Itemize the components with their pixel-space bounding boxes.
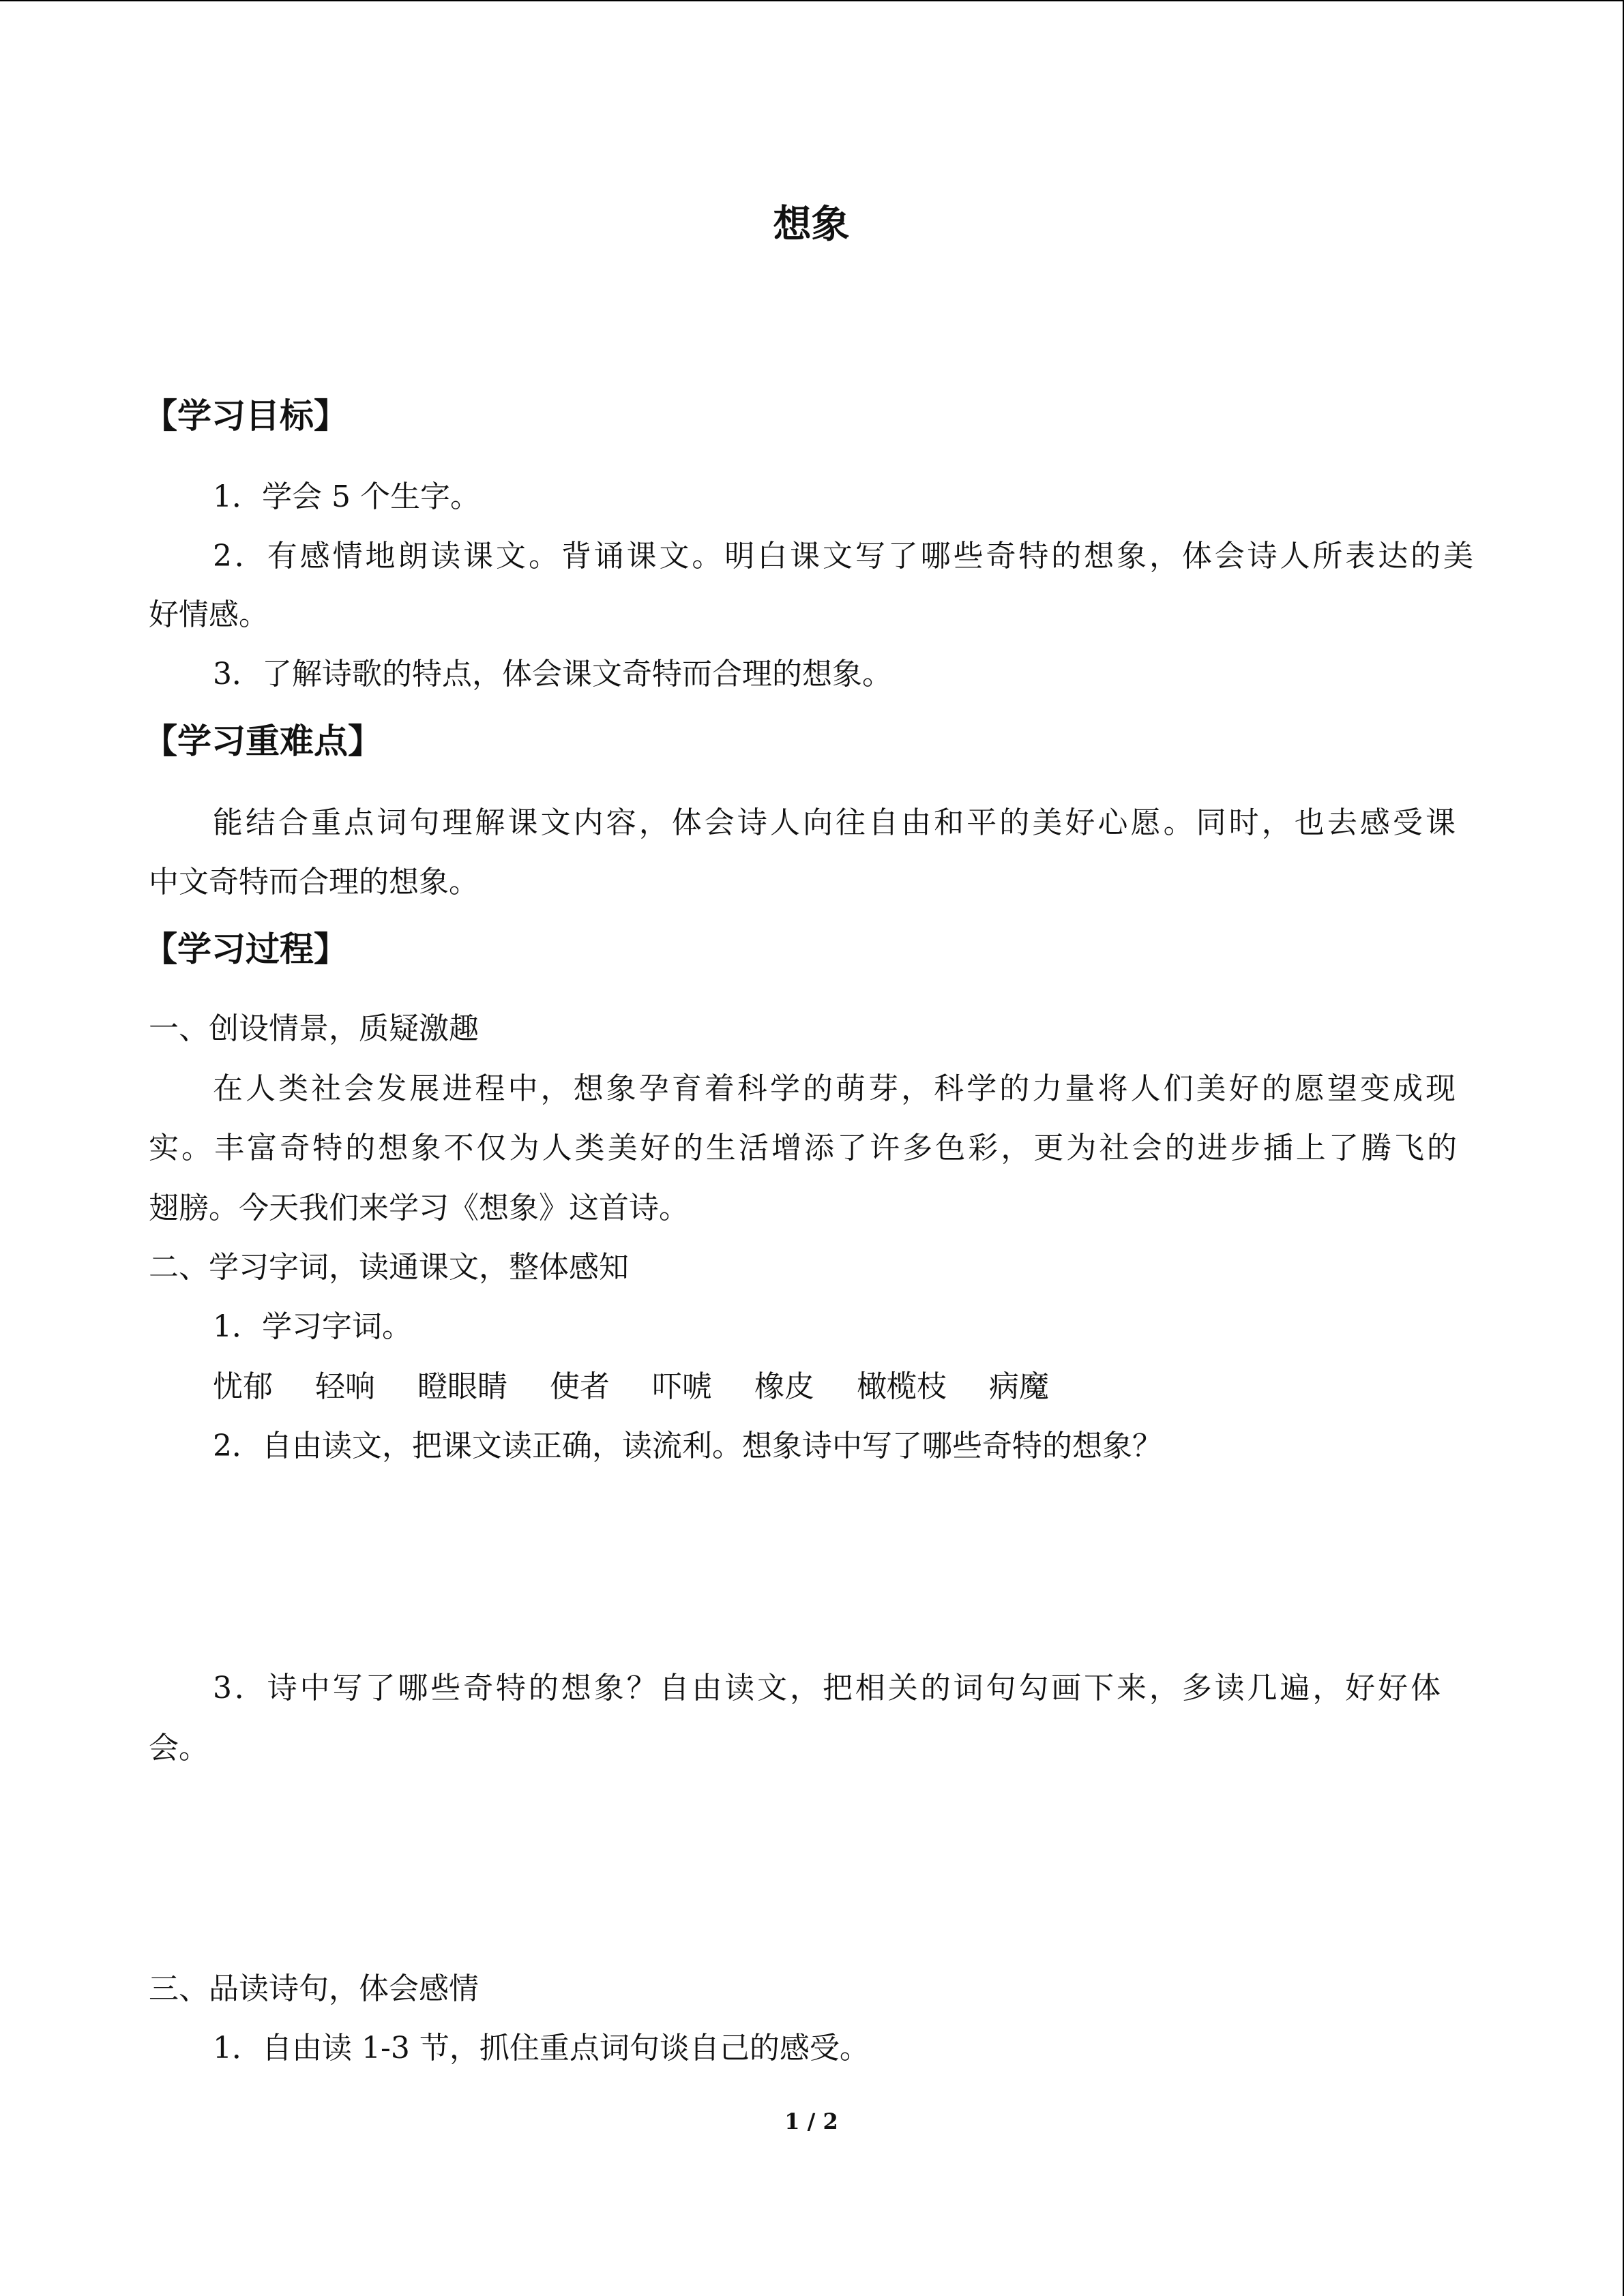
vocab-word: 橄榄枝 — [857, 1369, 947, 1404]
goal-item-2-cont: 好情感。 — [149, 597, 269, 632]
vocab-word: 轻响 — [315, 1369, 375, 1404]
section-heading-key-points: 【学习重难点】 — [143, 721, 382, 761]
part1-title: 一、创设情景，质疑激趣 — [149, 1011, 479, 1046]
part1-line-2: 实。丰富奇特的想象不仅为人类美好的生活增添了许多色彩，更为社会的进步插上了腾飞的 — [149, 1131, 1457, 1165]
vocab-list — [213, 1369, 1091, 1404]
vocab-word: 吓唬 — [652, 1369, 712, 1404]
part1-line-3: 翅膀。今天我们来学习《想象》这首诗。 — [149, 1191, 689, 1225]
part2-step2: 2．自由读文，把课文读正确，读流利。想象诗中写了哪些奇特的想象？ — [213, 1429, 1162, 1463]
vocab-word: 使者 — [550, 1369, 610, 1404]
part2-step1: 1．学习字词。 — [213, 1309, 412, 1344]
page-title: 想象 — [773, 203, 850, 247]
section-heading-goals: 【学习目标】 — [143, 396, 348, 436]
goal-item-1: 1．学会 5 个生字。 — [213, 479, 480, 514]
part3-title: 三、品读诗句，体会感情 — [149, 1971, 479, 2006]
key-points-line-1: 能结合重点词句理解课文内容，体会诗人向往自由和平的美好心愿。同时，也去感受课 — [213, 805, 1456, 840]
part2-step3-line-1: 3．诗中写了哪些奇特的想象？自由读文，把相关的词句勾画下来，多读几遍，好好体 — [213, 1671, 1441, 1705]
goal-item-2: 2．有感情地朗读课文。背诵课文。明白课文写了哪些奇特的想象，体会诗人所表达的美 — [213, 539, 1473, 573]
part2-step3-line-2: 会。 — [149, 1731, 209, 1765]
vocab-word: 病魔 — [989, 1369, 1049, 1404]
page-number: 1 / 2 — [784, 2108, 838, 2134]
part2-title: 二、学习字词，读通课文，整体感知 — [149, 1250, 629, 1285]
goal-item-3: 3．了解诗歌的特点，体会课文奇特而合理的想象。 — [213, 657, 892, 691]
key-points-line-2: 中文奇特而合理的想象。 — [149, 865, 479, 899]
part1-line-1: 在人类社会发展进程中，想象孕育着科学的萌芽，科学的力量将人们美好的愿望变成现 — [213, 1071, 1456, 1106]
vocab-word: 橡皮 — [754, 1369, 814, 1404]
part3-step1: 1．自由读 1-3 节，抓住重点词句谈自己的感受。 — [213, 2031, 870, 2066]
vocab-word: 忧郁 — [213, 1369, 273, 1404]
section-heading-process: 【学习过程】 — [143, 929, 348, 969]
vocab-word: 瞪眼睛 — [417, 1369, 507, 1404]
